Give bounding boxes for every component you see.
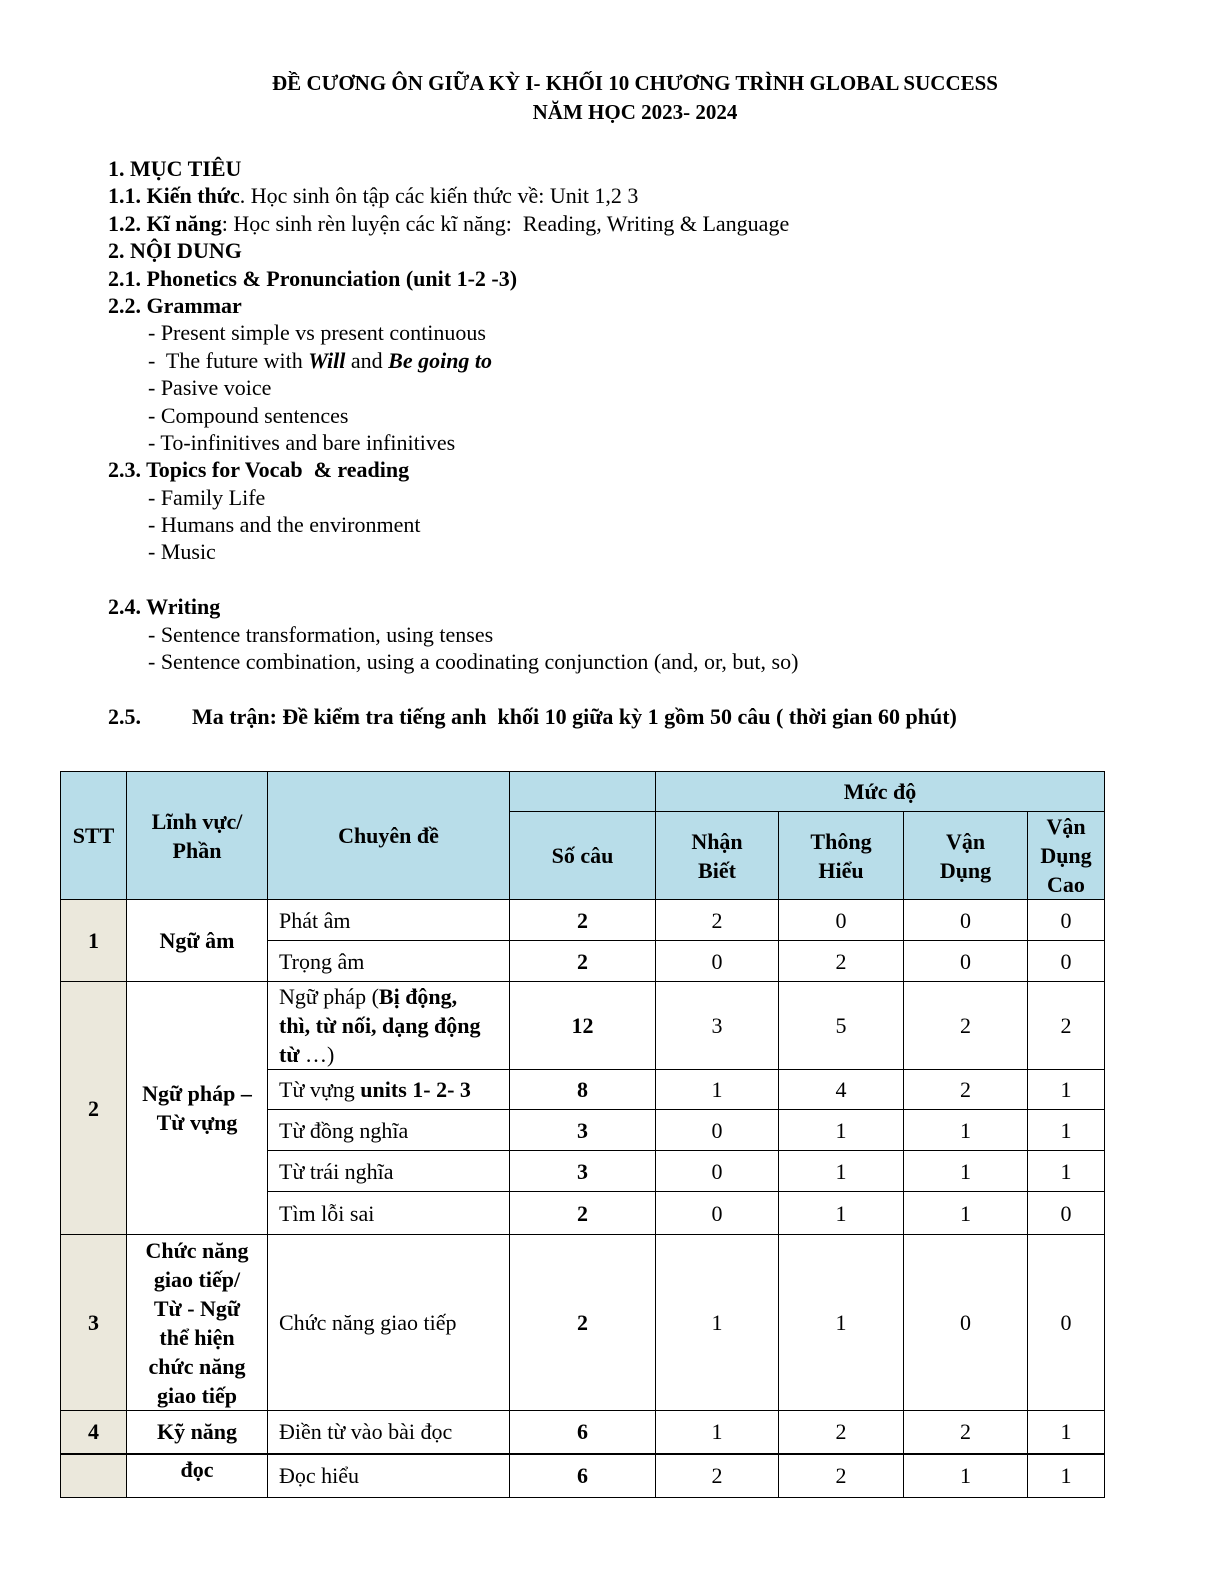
row-topic: Điền từ vào bài đọc: [268, 1411, 510, 1454]
row-topic: Trọng âm: [268, 941, 510, 982]
row-area: [127, 982, 268, 1235]
row-nb: 0: [656, 1192, 779, 1235]
row-vd: 1: [904, 1151, 1028, 1192]
grammar-item: - Present simple vs present continuous: [148, 320, 486, 346]
row-vdc: 1: [1028, 1411, 1105, 1454]
section-2-heading: 2. NỘI DUNG: [108, 238, 242, 264]
table-row: [61, 1235, 1105, 1411]
section-1-2-text: : Học sinh rèn luyện các kĩ năng: Reading, Writing & Language: [221, 210, 790, 236]
section-1-1-text: . Học sinh ôn tập các kiến thức về: Unit 1,2 3: [239, 183, 639, 209]
header-stt: STT: [61, 772, 127, 900]
row-stt: 4: [61, 1411, 127, 1454]
row-count: 6: [510, 1411, 656, 1454]
row-topic: Tìm lỗi sai: [268, 1192, 510, 1235]
row-count: 8: [510, 1070, 656, 1110]
topic-bold: từ: [279, 1042, 300, 1067]
grammar-item: - Pasive voice: [148, 375, 272, 401]
row-nb: 1: [656, 1235, 779, 1411]
row-nb: 1: [656, 1070, 779, 1110]
row-area: đọc: [127, 1454, 268, 1498]
area-line: Từ vựng: [156, 1110, 238, 1135]
row-vdc: 0: [1028, 900, 1105, 941]
header-van-dung-cao: [1028, 812, 1105, 900]
section-1-2-label: 1.2. Kĩ năng: [108, 210, 222, 236]
row-vdc: 1: [1028, 1454, 1105, 1498]
row-nb: 2: [656, 1454, 779, 1498]
row-th: 2: [779, 941, 904, 982]
section-1-1: [108, 182, 1168, 209]
row-nb: 3: [656, 982, 779, 1070]
row-nb: 2: [656, 900, 779, 941]
section-2-5-text: Ma trận: Đề kiểm tra tiếng anh khối 10 giữa kỳ 1 gồm 50 câu ( thời gian 60 phút): [192, 703, 957, 729]
row-stt: 2: [61, 982, 127, 1235]
row-nb: 0: [656, 1151, 779, 1192]
row-topic: [268, 1070, 510, 1110]
row-vdc: 1: [1028, 1070, 1105, 1110]
row-area: Ngữ âm: [127, 900, 268, 982]
row-vd: 1: [904, 1110, 1028, 1151]
row-topic: Chức năng giao tiếp: [268, 1235, 510, 1411]
header-line: Cao: [1047, 872, 1085, 897]
row-th: 1: [779, 1192, 904, 1235]
row-area: [127, 1235, 268, 1411]
topic-text: Từ vựng: [279, 1077, 361, 1102]
grammar-text: - The future with: [148, 347, 309, 373]
grammar-keyword: Be going to: [388, 347, 493, 373]
row-count: 3: [510, 1151, 656, 1192]
row-vd: 0: [904, 941, 1028, 982]
spacer: [108, 566, 1168, 593]
row-count: 2: [510, 1192, 656, 1235]
row-vdc: 1: [1028, 1151, 1105, 1192]
grammar-keyword: Will: [308, 347, 346, 373]
row-th: 1: [779, 1110, 904, 1151]
section-1-1-label: 1.1. Kiến thức: [108, 183, 240, 209]
section-2-1-heading: 2.1. Phonetics & Pronunciation (unit 1-2 -3): [108, 265, 518, 291]
area-line: Chức năng: [145, 1237, 249, 1263]
row-count: 2: [510, 900, 656, 941]
table-row: [61, 900, 1105, 941]
writing-item: - Sentence transformation, using tenses: [148, 621, 494, 647]
header-area-line: Lĩnh vực/: [151, 808, 243, 834]
row-th: 4: [779, 1070, 904, 1110]
header-line: Thông: [810, 828, 872, 854]
row-th: 5: [779, 982, 904, 1070]
row-topic: [268, 982, 510, 1070]
row-count: 2: [510, 941, 656, 982]
document-title: ĐỀ CƯƠNG ÔN GIỮA KỲ I- KHỐI 10 CHƯƠNG TRÌNH GLOBAL SUCCESS: [272, 71, 998, 95]
row-topic: Đọc hiểu: [268, 1454, 510, 1498]
header-line: Vận: [1046, 814, 1086, 839]
header-topic: Chuyên đề: [268, 772, 510, 900]
row-stt: 3: [61, 1235, 127, 1411]
header-area: [127, 772, 268, 900]
header-line: Dụng: [939, 857, 992, 883]
header-line: Hiểu: [818, 857, 864, 883]
section-2-4-heading: 2.4. Writing: [108, 594, 221, 620]
grammar-item: [108, 347, 1168, 374]
row-topic: Từ đồng nghĩa: [268, 1110, 510, 1151]
grammar-item: - To-infinitives and bare infinitives: [148, 429, 456, 455]
section-2-5-heading: [108, 703, 1168, 730]
area-line: thể hiện: [159, 1324, 235, 1350]
row-th: 2: [779, 1454, 904, 1498]
header-thong-hieu: [779, 812, 904, 900]
topic-bold: units 1- 2- 3: [360, 1077, 471, 1102]
exam-matrix-table: [60, 771, 1105, 1498]
row-vd: 2: [904, 1070, 1028, 1110]
area-line: Ngữ pháp –: [142, 1081, 252, 1106]
section-2-5-number: 2.5.: [108, 703, 141, 729]
header-blank: [510, 772, 656, 812]
row-vd: 0: [904, 1235, 1028, 1411]
row-th: 2: [779, 1411, 904, 1454]
grammar-item: - Compound sentences: [148, 402, 349, 428]
row-th: 1: [779, 1151, 904, 1192]
spacer: [108, 675, 1168, 702]
header-line: Vận: [945, 828, 986, 854]
row-topic: Phát âm: [268, 900, 510, 941]
row-th: 0: [779, 900, 904, 941]
row-count: 6: [510, 1454, 656, 1498]
section-1-2: [108, 210, 1168, 237]
row-th: 1: [779, 1235, 904, 1411]
writing-item: - Sentence combination, using a coodinating conjunction (and, or, but, so): [148, 649, 799, 675]
header-level: Mức độ: [656, 772, 1105, 812]
row-topic: Từ trái nghĩa: [268, 1151, 510, 1192]
section-2-2-heading: 2.2. Grammar: [108, 292, 242, 318]
row-count: 3: [510, 1110, 656, 1151]
row-nb: 1: [656, 1411, 779, 1454]
row-nb: 0: [656, 1110, 779, 1151]
row-vdc: 2: [1028, 982, 1105, 1070]
row-vdc: 0: [1028, 941, 1105, 982]
row-vdc: 0: [1028, 1192, 1105, 1235]
header-line: Biết: [698, 857, 736, 883]
row-vd: 2: [904, 1411, 1028, 1454]
row-stt: 1: [61, 900, 127, 982]
area-line: chức năng: [148, 1353, 246, 1379]
topic-bold: Bị động,: [378, 984, 458, 1009]
header-area-line: Phần: [172, 837, 222, 863]
outline: [108, 155, 1168, 730]
row-vd: 1: [904, 1454, 1028, 1498]
topic-item: - Humans and the environment: [148, 512, 421, 538]
table-row: [61, 1411, 1105, 1454]
topic-bold: thì, từ nối, dạng động: [279, 1013, 481, 1038]
area-line: giao tiếp/: [153, 1266, 241, 1292]
area-line: Từ - Ngữ: [153, 1295, 241, 1321]
table-row: [61, 1454, 1105, 1498]
row-vdc: 1: [1028, 1110, 1105, 1151]
school-year: NĂM HỌC 2023- 2024: [532, 100, 738, 124]
row-area: Kỹ năng: [127, 1411, 268, 1454]
topic-item: - Family Life: [148, 484, 266, 510]
topic-text: Ngữ pháp (: [279, 984, 379, 1009]
row-vd: 1: [904, 1192, 1028, 1235]
topic-text: …): [299, 1042, 335, 1067]
row-vdc: 0: [1028, 1235, 1105, 1411]
row-count: 2: [510, 1235, 656, 1411]
table-row: [61, 982, 1105, 1070]
grammar-text: and: [345, 347, 389, 373]
header-line: Nhận: [691, 828, 743, 854]
header-van-dung: [904, 812, 1028, 900]
section-1-heading: 1. MỤC TIÊU: [108, 156, 242, 181]
row-stt-blank: [61, 1454, 127, 1498]
row-vd: 0: [904, 900, 1028, 941]
row-vd: 2: [904, 982, 1028, 1070]
section-2-3-heading: 2.3. Topics for Vocab & reading: [108, 457, 410, 483]
header-count: Số câu: [510, 812, 656, 900]
row-count: 12: [510, 982, 656, 1070]
topic-item: - Music: [148, 539, 216, 565]
header-row: [61, 772, 1105, 812]
header-line: Dụng: [1040, 843, 1092, 868]
area-line: giao tiếp: [156, 1382, 238, 1408]
header-nhan-biet: [656, 812, 779, 900]
row-nb: 0: [656, 941, 779, 982]
